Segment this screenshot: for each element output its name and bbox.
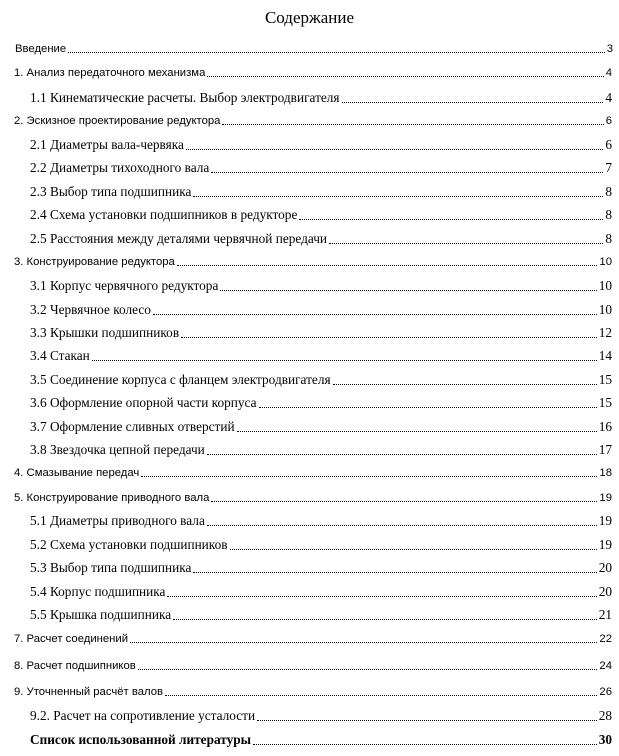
toc-entry-text: 3.7 Оформление сливных отверстий [30,419,235,434]
toc-entry-text: 9. Уточненный расчёт валов [14,686,163,698]
toc-leader-dots [186,149,603,150]
toc-entry-page: 8 [605,231,612,246]
toc-leader-dots [222,124,603,125]
toc-leader-dots [253,744,597,745]
toc-entry[interactable] [14,679,612,699]
toc-entry-page: 8 [605,184,612,199]
toc-entry-page: 19 [598,513,612,528]
toc-entry[interactable] [30,391,612,411]
toc-entry-page: 16 [598,419,612,434]
toc-entry-page: 20 [598,560,612,575]
toc-entry-text: 3.4 Стакан [30,348,90,363]
toc-entry[interactable] [14,249,612,269]
toc-leader-dots [299,219,603,220]
toc-leader-dots [68,52,605,53]
toc-leader-dots [141,476,597,477]
toc-entry[interactable] [30,704,612,724]
toc-leader-dots [153,314,597,315]
toc-leader-dots [92,360,597,361]
toc-entry-text: 9.2. Расчет на сопротивление усталости [30,708,256,723]
toc-entry-page: 4 [605,90,612,105]
toc-leader-dots [193,196,603,197]
toc-leader-dots [237,431,597,432]
toc-leader-dots [211,501,597,502]
toc-leader-dots [211,172,603,173]
toc-entry-text: Список использованной литературы [30,732,252,747]
toc-entry-page: 22 [599,633,612,645]
toc-entry-text: 2.4 Схема установки подшипников в редукторе [30,207,298,222]
toc-entry[interactable] [14,108,612,128]
toc-leader-dots [220,290,596,291]
toc-entry-page: 3 [606,43,613,55]
toc-leader-dots [259,407,597,408]
toc-entry[interactable] [30,274,612,294]
toc-entry-text: 3.5 Соединение корпуса с фланцем электродвигателя [30,372,331,387]
toc-entry-page: 17 [598,442,612,457]
toc-entry-text: 1.1 Кинематические расчеты. Выбор электродвигателя [30,90,340,105]
toc-entry-text: 5.2 Схема установки подшипников [30,537,228,552]
toc-entry[interactable] [30,415,612,435]
toc-entry-page: 10 [599,256,612,268]
toc-leader-dots [230,549,597,550]
toc-entry-text: 5.5 Крышка подшипника [30,607,172,622]
toc-entry[interactable] [30,580,612,600]
toc-entry-page: 8 [605,207,612,222]
toc-leader-dots [167,596,596,597]
toc-leader-dots [165,695,597,696]
toc-leader-dots [257,720,597,721]
toc-entry[interactable] [30,556,612,576]
toc-entry-page: 21 [598,607,612,622]
toc-entry-text: Введение [15,43,67,55]
toc-entry[interactable] [30,180,612,200]
toc-entry[interactable] [30,86,612,106]
toc-entry-text: 4. Смазывание передач [14,467,140,479]
toc-leader-dots [173,619,597,620]
toc-entry-text: 2.2 Диаметры тихоходного вала [30,160,210,175]
toc-entry[interactable] [14,60,612,80]
toc-entry-page: 24 [599,660,612,672]
toc-entry-page: 26 [599,686,612,698]
toc-entry[interactable] [30,156,612,176]
toc-entry-page: 15 [598,372,612,387]
toc-entry-text: 1. Анализ передаточного механизма [14,67,206,79]
toc-entry[interactable] [30,728,612,748]
toc-entry-text: 3. Конструирование редуктора [14,256,175,268]
toc-entry-text: 5.1 Диаметры приводного вала [30,513,205,528]
toc-leader-dots [207,454,597,455]
toc-entry-text: 5.4 Корпус подшипника [30,584,166,599]
toc-entry-page: 10 [598,302,612,317]
toc-entry-page: 20 [598,584,612,599]
toc-entry-page: 18 [599,467,612,479]
toc-entry-page: 19 [598,537,612,552]
toc-entry-text: 3.6 Оформление опорной части корпуса [30,395,257,410]
toc-entry-page: 15 [598,395,612,410]
toc-entry-text: 8. Расчет подшипников [14,660,136,672]
toc-entry-text: 2. Эскизное проектирование редуктора [14,115,221,127]
toc-leader-dots [181,337,597,338]
toc-entry-text: 3.2 Червячное колесо [30,302,151,317]
toc-entry-text: 3.1 Корпус червячного редуктора [30,278,219,293]
toc-entry[interactable] [30,509,612,529]
toc-entry-page: 6 [605,115,612,127]
page-title: Содержание [264,8,355,27]
toc-entry-text: 3.3 Крышки подшипников [30,325,180,340]
toc-entry[interactable] [30,344,612,364]
toc-entry-page: 30 [598,732,612,747]
toc-entry[interactable] [14,485,612,505]
toc-entry[interactable] [30,298,612,318]
toc-entry[interactable] [30,368,612,388]
toc-entry-page: 4 [605,67,612,79]
toc-entry[interactable] [30,603,612,623]
toc-entry-page: 10 [598,278,612,293]
toc-entry[interactable] [30,227,612,247]
toc-entry-text: 2.1 Диаметры вала-червяка [30,137,184,152]
toc-entry[interactable] [30,533,612,553]
toc-entry[interactable] [14,653,612,673]
toc-leader-dots [138,669,598,670]
toc-entry[interactable] [30,203,612,223]
toc-entry[interactable] [30,438,612,458]
toc-entry-page: 28 [598,708,612,723]
toc-leader-dots [207,76,603,77]
toc-entry-text: 2.3 Выбор типа подшипника [30,184,192,199]
toc-entry-text: 7. Расчет соединений [14,633,129,645]
toc-entry-page: 19 [599,492,612,504]
toc-entry[interactable] [30,133,612,153]
toc-entry-page: 12 [598,325,612,340]
toc-entry[interactable] [30,321,612,341]
toc-leader-dots [329,243,603,244]
toc-entry-text: 5. Конструирование приводного вала [14,492,210,504]
toc-entry-page: 6 [605,137,612,152]
toc-entry-page: 14 [598,348,612,363]
toc-entry-text: 5.3 Выбор типа подшипника [30,560,192,575]
toc-leader-dots [207,525,597,526]
toc-entry[interactable] [15,36,613,56]
toc-entry[interactable] [14,626,612,646]
toc-entry-page: 7 [605,160,612,175]
toc-leader-dots [193,572,596,573]
toc-leader-dots [177,265,598,266]
toc-leader-dots [342,102,604,103]
toc-entry-text: 2.5 Расстояния между деталями червячной передачи [30,231,328,246]
toc-entry[interactable] [14,460,612,480]
toc-entry-text: 3.8 Звездочка цепной передачи [30,442,205,457]
toc-leader-dots [333,384,597,385]
toc-leader-dots [130,642,597,643]
